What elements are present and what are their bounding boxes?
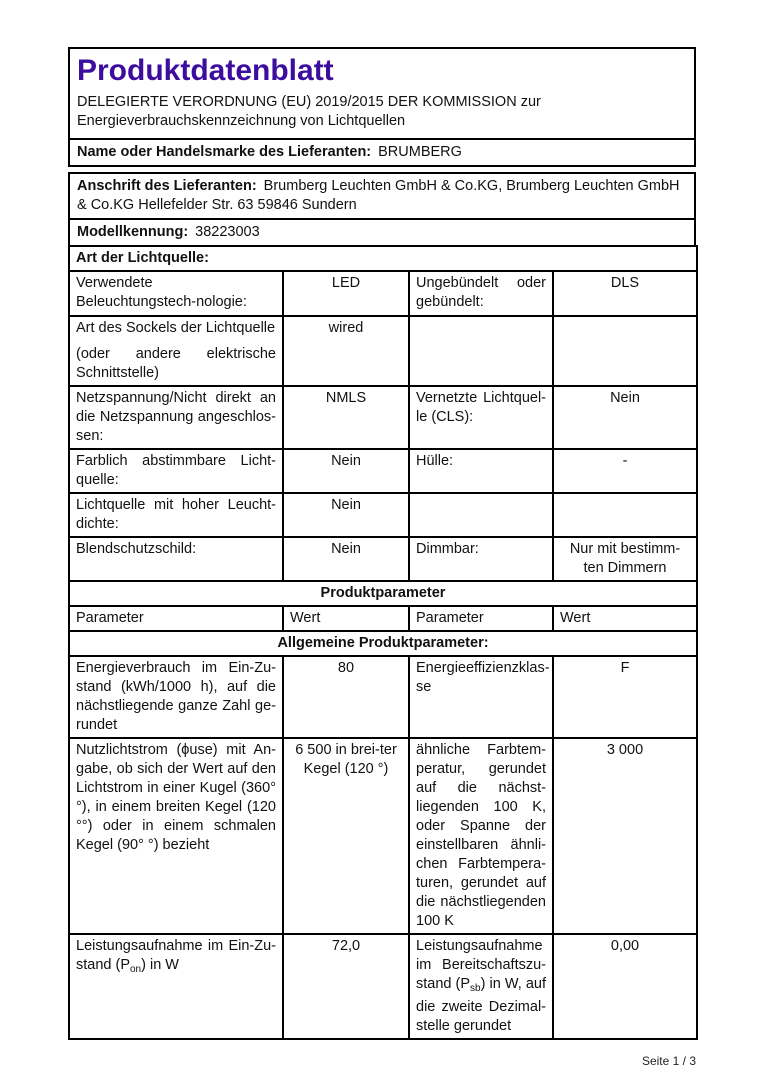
document-body [68,0,696,1040]
param-note: (oder andere elektrische Schnittstelle) [76,346,276,381]
table-row [69,386,697,449]
page-footer [68,1054,696,1068]
param-text: ) in W [141,957,179,973]
value-cell: - [553,449,697,493]
column-header: Wert [553,606,697,631]
value-cell: wired [283,316,409,386]
section-row-allgemeine-produktparameter [69,631,697,656]
param-cell [409,316,553,386]
param-cell: Verwendete Beleuchtungstech-nologie: [69,271,283,316]
value-cell: Nein [553,386,697,449]
param-cell: Dimmbar: [409,537,553,581]
column-header: Wert [283,606,409,631]
param-cell: Nutzlichtstrom (ϕuse) mit An-gabe, ob sich der Wert auf den Lichtstrom in einer Kugel (360° °), in einem breiten Kegel (120 °°) oder in einem schmalen Kegel (90° °) bezieht [69,738,283,934]
supplier-name-row [68,138,696,167]
table-row [69,934,697,1039]
table-row [69,449,697,493]
subsection-title: Allgemeine Produktparameter: [69,631,697,656]
param-cell [409,934,553,1039]
param-cell: Hülle: [409,449,553,493]
param-cell: ähnliche Farbtem-peratur, gerundet auf die nächst-liegenden 100 K, oder Spanne der einstellbaren ähnli-chen Farbtempera-turen, gerundet auf die nächstliegenden 100 K [409,738,553,934]
param-cell [69,934,283,1039]
param-subscript: sb [470,983,481,994]
value-cell: Nur mit bestimm-ten Dimmern [553,537,697,581]
param-cell: Netzspannung/Nicht direkt an die Netzspannung angeschlos-sen: [69,386,283,449]
value-cell: 3 000 [553,738,697,934]
section-row-produktparameter [69,581,697,606]
supplier-address-label: Anschrift des Lieferanten: [77,178,257,194]
model-id-value: 38223003 [195,224,260,240]
supplier-address-row [68,172,696,220]
table-row [69,316,697,386]
section-row-art-der-lichtquelle [69,246,697,271]
param-text: Leistungsaufnahme im Bereitschaftszu-stand (P [416,938,546,992]
param-cell [409,493,553,537]
regulation-text [77,93,687,131]
value-cell: 0,00 [553,934,697,1039]
value-cell: DLS [553,271,697,316]
value-cell: Nein [283,537,409,581]
regulation-line-1: DELEGIERTE VERORDNUNG (EU) 2019/2015 DER KOMMISSION zur [77,94,541,110]
value-cell: F [553,656,697,738]
param-cell: Ungebündelt oder gebündelt: [409,271,553,316]
param-cell: Lichtquelle mit hoher Leucht-dichte: [69,493,283,537]
table-row [69,738,697,934]
param-text: ) in W, auf die zweite Dezimal-stelle gerundet [416,976,546,1034]
value-cell: 6 500 in brei-ter Kegel (120 °) [283,738,409,934]
param-cell: Farblich abstimmbare Licht-quelle: [69,449,283,493]
table-row [69,271,697,316]
table-row [69,537,697,581]
regulation-line-2: Energieverbrauchskennzeichnung von Lichtquellen [77,113,406,129]
supplier-address-value: Brumberg Leuchten GmbH & Co.KG, Brumberg Leuchten GmbH & Co.KG Hellefelder Str. 63 59846 Sundern [77,178,680,213]
page-title: Produktdatenblatt [77,54,334,87]
table-row [69,493,697,537]
model-id-row [68,218,696,247]
parameter-table-block [68,245,696,1040]
value-cell [553,316,697,386]
param-cell: Energieverbrauch im Ein-Zu-stand (kWh/1000 h), auf die nächstliegende ganze Zahl ge-rundet [69,656,283,738]
value-cell: 80 [283,656,409,738]
param-cell: Vernetzte Lichtquel-le (CLS): [409,386,553,449]
param-cell [69,316,283,386]
column-header-row [69,606,697,631]
parameter-table [68,245,698,1040]
param-cell: Energieeffizienzklas-se [409,656,553,738]
value-cell: NMLS [283,386,409,449]
section-title: Produktparameter [69,581,697,606]
model-id-label: Modellkennung: [77,224,189,240]
column-header: Parameter [409,606,553,631]
value-cell: Nein [283,449,409,493]
column-header: Parameter [69,606,283,631]
param-cell: Blendschutzschild: [69,537,283,581]
document-header [68,47,696,140]
param-text: Art des Sockels der Lichtquelle [76,320,276,336]
supplier-name-label: Name oder Handelsmarke des Lieferanten: [77,144,372,160]
value-cell [553,493,697,537]
param-subscript: on [130,964,142,975]
param-text: Leistungsaufnahme im Ein-Zu-stand (P [76,938,276,973]
table-row [69,656,697,738]
value-cell: 72,0 [283,934,409,1039]
page-indicator: Seite 1 / 3 [641,1054,696,1068]
supplier-name-value: BRUMBERG [378,144,462,160]
value-cell: LED [283,271,409,316]
value-cell: Nein [283,493,409,537]
section-title: Art der Lichtquelle: [69,246,697,271]
